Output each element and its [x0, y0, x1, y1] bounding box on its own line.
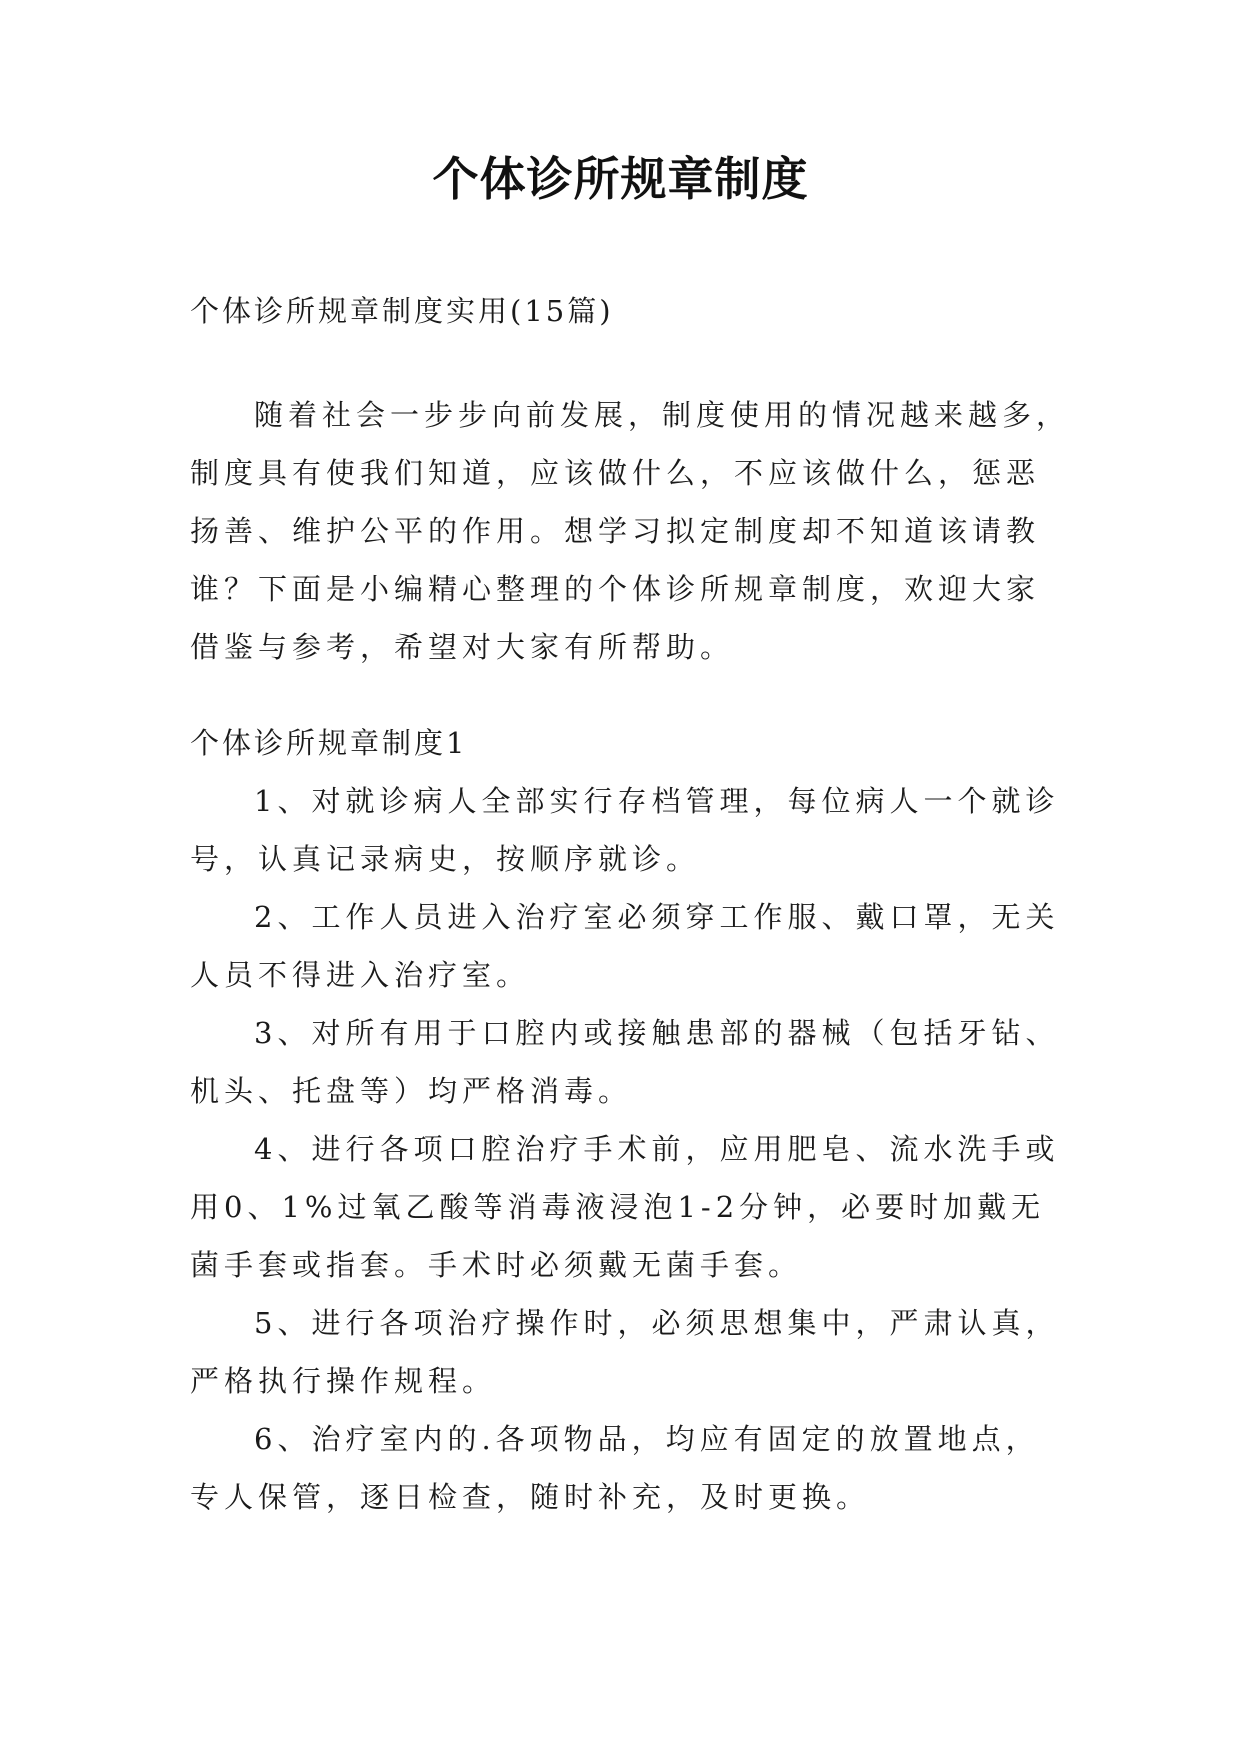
rule-item-4: 4、进行各项口腔治疗手术前，应用肥皂、流水洗手或用0、1%过氧乙酸等消毒液浸泡1-2分钟，必要时加戴无菌手套或指套。手术时必须戴无菌手套。	[190, 1132, 1060, 1282]
intro-paragraph: 随着社会一步步向前发展，制度使用的情况越来越多，制度具有使我们知道，应该做什么，不应该做什么，惩恶扬善、维护公平的作用。想学习拟定制度却不知道该请教谁？下面是小编精心整理的个体诊所规章制度，欢迎大家借鉴与参考，希望对大家有所帮助。	[190, 398, 1071, 664]
document-body	[190, 282, 1070, 1526]
rule-item-6: 6、治疗室内的.各项物品，均应有固定的放置地点，专人保管，逐日检查，随时补充，及时更换。	[190, 1422, 1040, 1514]
rule-item-2: 2、工作人员进入治疗室必须穿工作服、戴口罩，无关人员不得进入治疗室。	[190, 900, 1060, 992]
document-subtitle: 个体诊所规章制度实用(15篇)	[190, 294, 614, 328]
rule-item-5: 5、进行各项治疗操作时，必须思想集中，严肃认真，严格执行操作规程。	[190, 1306, 1060, 1398]
document-title: 个体诊所规章制度	[432, 152, 809, 206]
rule-item-3: 3、对所有用于口腔内或接触患部的器械（包括牙钻、机头、托盘等）均严格消毒。	[190, 1016, 1060, 1108]
rule-item-1: 1、对就诊病人全部实行存档管理，每位病人一个就诊号，认真记录病史，按顺序就诊。	[190, 784, 1060, 876]
section-heading: 个体诊所规章制度1	[190, 726, 468, 760]
